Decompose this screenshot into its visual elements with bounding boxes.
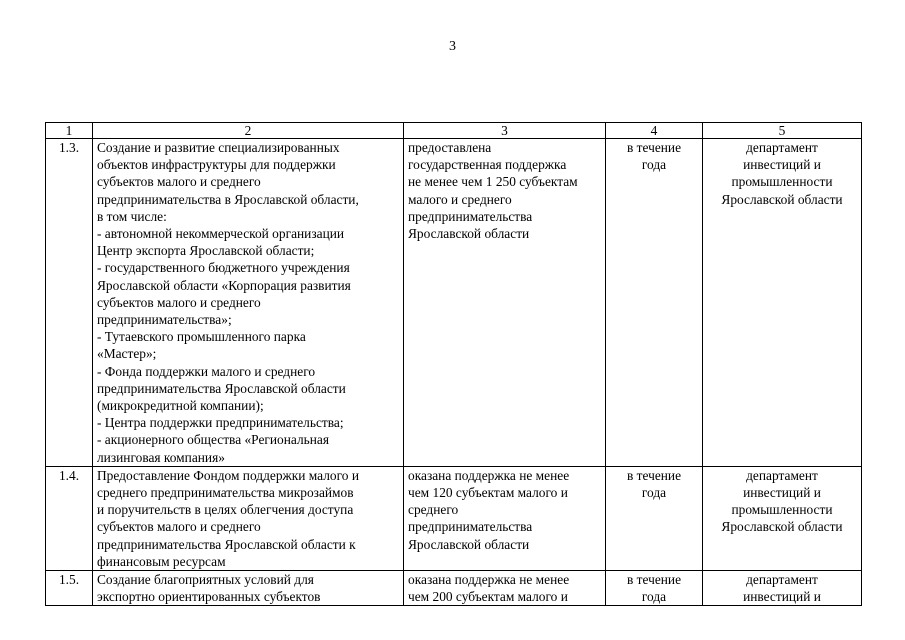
activity-cell [93, 466, 404, 570]
activity-cell-line: Предоставление Фондом поддержки малого и [97, 467, 359, 483]
column-header: 2 [93, 123, 404, 139]
activity-cell-line: - Фонда поддержки малого и среднего [97, 363, 316, 379]
table-row [46, 466, 862, 570]
activity-cell-line: Создание и развитие специализированных [97, 140, 340, 155]
activity-cell-line: объектов инфраструктуры для поддержки [97, 157, 336, 173]
activity-cell-line: Создание благоприятных условий для [97, 572, 314, 588]
activity-cell-line: экспортно ориентированных субъектов [97, 589, 321, 605]
result-cell-line: чем 120 субъектам малого и [408, 485, 568, 501]
activity-cell-line: - Тутаевского промышленного парка [97, 329, 306, 345]
activity-cell-line: «Мастер»; [97, 346, 157, 362]
term-cell-line: года [641, 485, 667, 501]
responsible-cell [703, 571, 862, 606]
activity-cell-line: Ярославской области «Корпорация развития [97, 277, 351, 293]
result-cell-line: оказана поддержка не менее [408, 467, 570, 483]
table-row [46, 571, 862, 606]
result-cell-line: малого и среднего [408, 191, 512, 207]
activity-cell-line: (микрокредитной компании); [97, 398, 264, 414]
responsible-cell-line: инвестиций и [743, 589, 821, 605]
term-cell-line: в течение [626, 140, 682, 155]
result-cell-line: среднего [408, 502, 459, 518]
activity-cell-line: предпринимательства Ярославской области [97, 380, 346, 396]
responsible-cell-line: инвестиций и [743, 157, 821, 173]
column-header: 4 [606, 123, 703, 139]
responsible-cell-line: департамент [746, 140, 818, 155]
term-cell [606, 139, 703, 467]
responsible-cell-line: инвестиций и [743, 485, 821, 501]
column-header: 1 [46, 123, 93, 139]
activity-cell-line: - автономной некоммерческой организации [97, 226, 345, 242]
result-cell-line: предпринимательства [408, 208, 533, 224]
responsible-cell-line: промышленности [731, 174, 833, 190]
activity-cell-line: Центр экспорта Ярославской области; [97, 243, 315, 259]
activity-cell-line: субъектов малого и среднего [97, 519, 261, 535]
result-cell-line: чем 200 субъектам малого и [408, 589, 568, 605]
activity-cell-line: и поручительств в целях облегчения доступа [97, 502, 354, 518]
result-cell-line: государственная поддержка [408, 157, 567, 173]
term-cell [606, 571, 703, 606]
page-number: 3 [449, 39, 456, 54]
term-cell [606, 466, 703, 570]
responsible-cell-line: Ярославской области [721, 519, 843, 535]
activity-cell [93, 139, 404, 467]
activity-cell-line: финансовым ресурсам [97, 553, 226, 569]
term-cell-line: в течение [626, 467, 682, 483]
activity-cell-line: предпринимательства Ярославской области к [97, 536, 356, 552]
responsible-cell-line: промышленности [731, 502, 833, 518]
row-number-cell: 1.5. [46, 571, 93, 606]
activity-cell-line: - акционерного общества «Региональная [97, 432, 330, 448]
column-header: 5 [703, 123, 862, 139]
result-cell-line: Ярославской области [408, 536, 530, 552]
result-cell [404, 466, 606, 570]
term-cell-line: в течение [626, 572, 682, 588]
responsible-cell-line: Ярославской области [721, 191, 843, 207]
activity-cell-line: в том числе: [97, 208, 167, 224]
responsible-cell-line: департамент [746, 572, 818, 588]
activity-cell-line: предпринимательства в Ярославской области, [97, 191, 359, 207]
column-header: 3 [404, 123, 606, 139]
result-cell-line: не менее чем 1 250 субъектам [408, 174, 578, 190]
result-cell [404, 139, 606, 467]
activity-cell [93, 571, 404, 606]
result-cell-line: предпринимательства [408, 519, 533, 535]
activity-cell-line: среднего предпринимательства микрозаймов [97, 485, 354, 501]
table-header-row [46, 123, 862, 139]
activity-cell-line: субъектов малого и среднего [97, 174, 261, 190]
result-cell-line: оказана поддержка не менее [408, 572, 570, 588]
activity-cell-line: - Центра поддержки предпринимательства; [97, 415, 344, 431]
table-row [46, 139, 862, 467]
row-number-cell: 1.3. [46, 139, 93, 467]
activity-cell-line: - государственного бюджетного учреждения [97, 260, 350, 276]
result-cell [404, 571, 606, 606]
result-cell-line: предоставлена [408, 140, 492, 155]
result-cell-line: Ярославской области [408, 226, 530, 242]
plan-table [45, 122, 862, 606]
activity-cell-line: лизинговая компания» [97, 449, 225, 465]
row-number-cell: 1.4. [46, 466, 93, 570]
responsible-cell [703, 466, 862, 570]
responsible-cell [703, 139, 862, 467]
responsible-cell-line: департамент [746, 467, 818, 483]
activity-cell-line: предпринимательства»; [97, 312, 232, 328]
term-cell-line: года [641, 157, 667, 173]
activity-cell-line: субъектов малого и среднего [97, 294, 261, 310]
term-cell-line: года [641, 589, 667, 605]
